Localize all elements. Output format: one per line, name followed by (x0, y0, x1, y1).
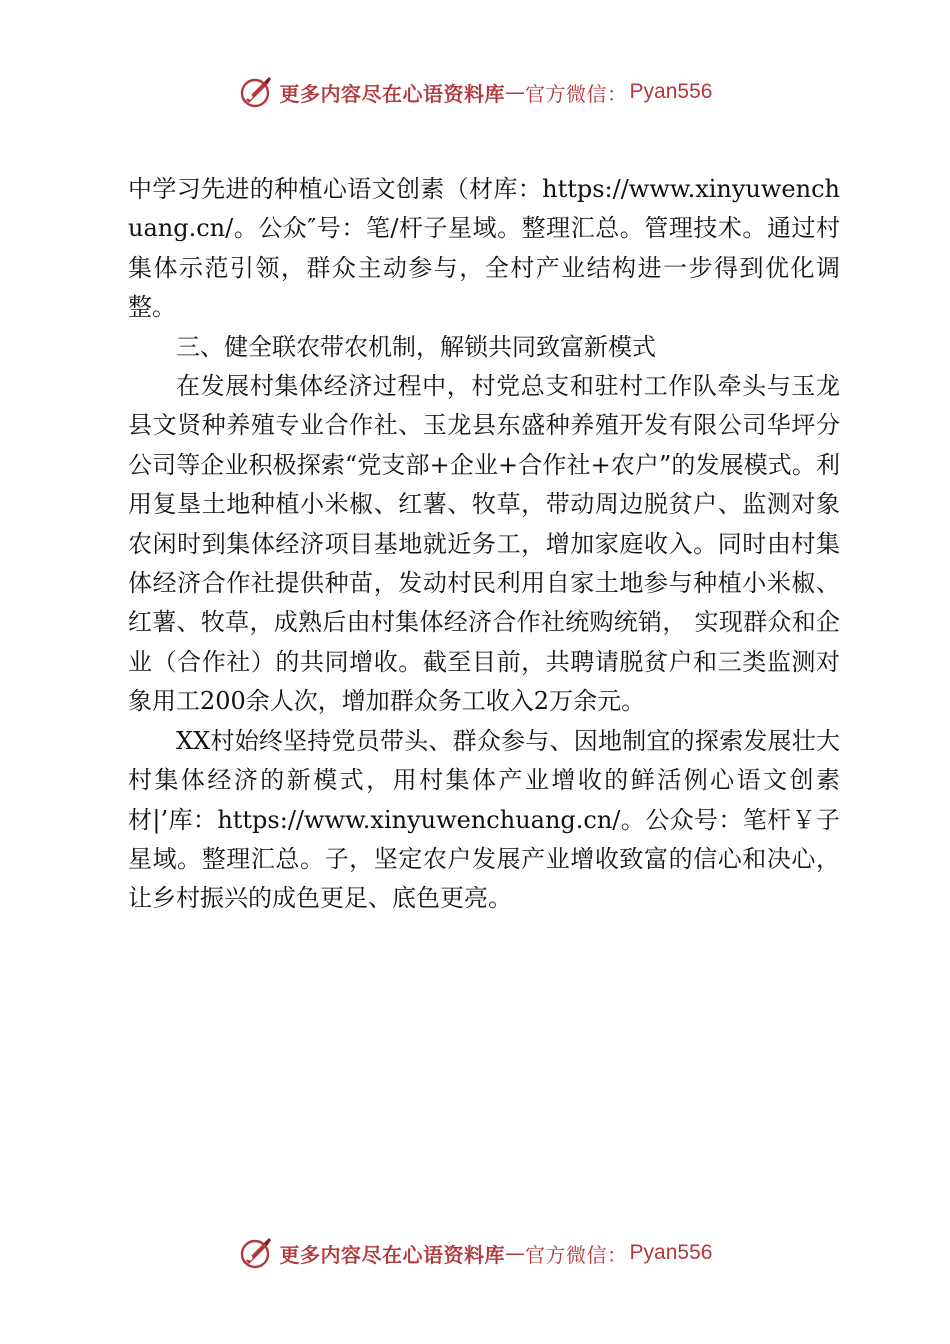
footer-contact-label: 官方微信： (525, 1242, 628, 1267)
footer-banner (0, 1231, 950, 1275)
footer-dash: — (505, 1241, 526, 1265)
pen-logo-icon (238, 1235, 274, 1271)
header-banner (0, 70, 950, 114)
pen-logo-icon (238, 74, 274, 110)
document-body (128, 170, 840, 919)
footer-brand-text: 更多内容尽在心语资料库 (279, 1242, 506, 1267)
header-contact-label: 官方微信： (525, 81, 628, 106)
header-wechat-handle: Pyan556 (629, 80, 713, 103)
header-brand-text: 更多内容尽在心语资料库 (279, 81, 506, 106)
header-dash: — (505, 80, 526, 104)
paragraph-1: 中学习先进的种植心语文创素（材库：https://www.xinyuwenchuang.cn/。公众″号：笔/杆子星域。整理汇总。管理技术。通过村集体示范引领，群众主动参与，全村产业结构进一步得到优化调整。 (128, 175, 840, 322)
paragraph-2: 在发展村集体经济过程中，村党总支和驻村工作队牵头与玉龙县文贤种养殖专业合作社、玉龙县东盛种养殖开发有限公司华坪分公司等企业积极探索“党支部+企业+合作社+农户”的发展模式。利用复垦土地种植小米椒、红薯、牧草，带动周边脱贫户、监测对象农闲时到集体经济项目基地就近务工，增加家庭收入。同时由村集体经济合作社提供种苗，发动村民利用自家土地参与种植小米椒、红薯、牧草，成熟后由村集体经济合作社统购统销， 实现群众和企业（合作社）的共同增收。截至目前，共聘请脱贫户和三类监测对象用工200余人次，增加群众务工收入2万余元。 (128, 372, 840, 716)
section-heading: 三、健全联农带农机制，解锁共同致富新模式 (176, 332, 656, 361)
footer-wechat-handle: Pyan556 (629, 1241, 713, 1264)
paragraph-3: XX村始终坚持党员带头、群众参与、因地制宜的探索发展壮大村集体经济的新模式，用村集体产业增收的鲜活例心语文创素材|’库：https://www.xinyuwenchuang.cn/。公众号：笔杆￥子星域。整理汇总。子，坚定农户发展产业增收致富的信心和决心，让乡村振兴的成色更足、底色更亮。 (128, 726, 840, 913)
